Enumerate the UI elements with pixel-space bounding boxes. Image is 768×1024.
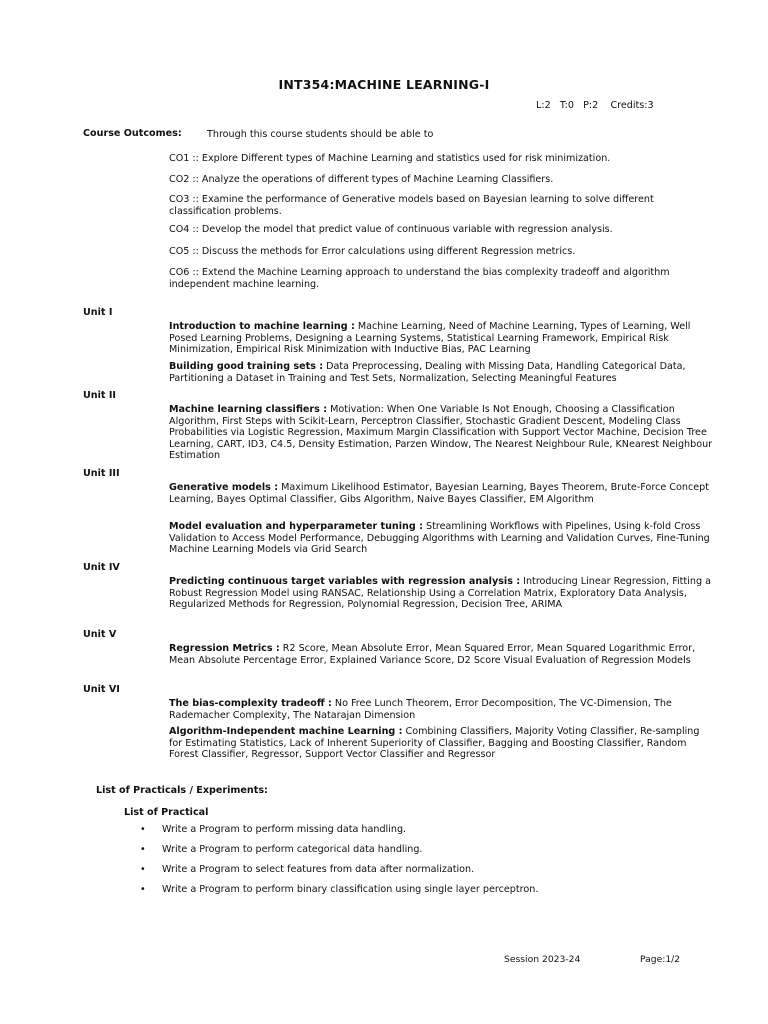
practical-item	[140, 844, 422, 855]
topic-heading: Regression Metrics :	[169, 643, 280, 654]
practical-item	[140, 824, 406, 835]
unit-5-topic-1	[169, 643, 714, 666]
topic-heading: Machine learning classifiers :	[169, 404, 328, 415]
bullet-icon: •	[140, 884, 146, 895]
unit-label-4: Unit IV	[83, 562, 120, 573]
course-outcome-co4: CO4 :: Develop the model that predict value of continuous variable with regression analysis.	[169, 224, 613, 235]
topic-heading: Algorithm-Independent machine Learning :	[169, 726, 403, 737]
topic-heading: The bias-complexity tradeoff :	[169, 698, 332, 709]
unit-2-topic-1	[169, 404, 714, 462]
practical-text: Write a Program to select features from data after normalization.	[162, 864, 475, 875]
practical-item	[140, 864, 474, 875]
topic-text: No Free Lunch Theorem, Error Decomposition, The VC-Dimension, The Rademacher Complexity, The Natarajan Dimension	[169, 698, 672, 721]
course-outcomes-label: Course Outcomes:	[83, 128, 182, 139]
unit-1-topic-1	[169, 321, 714, 356]
practical-text: Write a Program to perform missing data handling.	[162, 824, 407, 835]
course-outcome-co2: CO2 :: Analyze the operations of different types of Machine Learning Classifiers.	[169, 174, 554, 185]
bullet-icon: •	[140, 864, 146, 875]
topic-text: Combining Classifiers, Majority Voting Classifier, Re-sampling for Estimating Statistics, Lack of Inherent Superiority of Classifier, Bagging and Boosting Classifier, Random Forest Classifier, Regressor, Support Vector Classifier and Regressor	[169, 726, 700, 761]
course-outcome-co3: CO3 :: Examine the performance of Generative models based on Bayesian learning to solve different classification problems.	[169, 194, 654, 217]
topic-heading: Model evaluation and hyperparameter tuning :	[169, 521, 423, 532]
topic-text: Machine Learning, Need of Machine Learning, Types of Learning, Well Posed Learning Problems, Designing a Learning Systems, Statistical Learning Framework, Empirical Risk Minimization, Empirical Risk Minimization with Inductive Bias, PAC Learning	[169, 321, 691, 356]
topic-text: Data Preprocessing, Dealing with Missing Data, Handling Categorical Data, Partitioning a Dataset in Training and Test Sets, Normalization, Selecting Meaningful Features	[169, 361, 686, 384]
bullet-icon: •	[140, 844, 146, 855]
unit-6-topic-1	[169, 698, 714, 721]
course-outcome-co1: CO1 :: Explore Different types of Machine Learning and statistics used for risk minimization.	[169, 153, 611, 164]
topic-heading: Predicting continuous target variables with regression analysis :	[169, 576, 521, 587]
bullet-icon: •	[140, 824, 146, 835]
topic-text: Maximum Likelihood Estimator, Bayesian Learning, Bayes Theorem, Brute-Force Concept Learning, Bayes Optimal Classifier, Gibs Algorithm, Naive Bayes Classifier, EM Algorithm	[169, 482, 709, 505]
unit-3-topic-1	[169, 482, 714, 505]
course-outcome-co5: CO5 :: Discuss the methods for Error calculations using different Regression metrics.	[169, 246, 576, 257]
practicals-heading: List of Practicals / Experiments:	[96, 785, 268, 796]
topic-heading: Building good training sets :	[169, 361, 324, 372]
unit-label-2: Unit II	[83, 390, 116, 401]
footer-session: Session 2023-24	[504, 954, 581, 965]
credits-line: L:2 T:0 P:2 Credits:3	[536, 100, 654, 111]
unit-4-topic-1	[169, 576, 714, 611]
footer-page-number: Page:1/2	[640, 954, 681, 965]
topic-text: R2 Score, Mean Absolute Error, Mean Squared Error, Mean Squared Logarithmic Error, Mean Absolute Percentage Error, Explained Variance Score, D2 Score Visual Evaluation of Regression Models	[169, 643, 696, 666]
practical-text: Write a Program to perform binary classification using single layer perceptron.	[162, 884, 539, 895]
practical-item	[140, 884, 538, 895]
unit-label-3: Unit III	[83, 468, 120, 479]
practicals-subheading: List of Practical	[124, 807, 209, 818]
course-title: INT354:MACHINE LEARNING-I	[278, 77, 490, 92]
topic-text: Introducing Linear Regression, Fitting a Robust Regression Model using RANSAC, Relationship Using a Correlation Matrix, Exploratory Data Analysis, Regularized Methods for Regression, Polynomial Regression, Decision Tree, ARIMA	[169, 576, 711, 611]
unit-label-1: Unit I	[83, 307, 113, 318]
course-outcomes-intro: Through this course students should be able to	[207, 129, 434, 140]
topic-heading: Introduction to machine learning :	[169, 321, 355, 332]
unit-label-5: Unit V	[83, 629, 117, 640]
topic-text: Streamlining Workflows with Pipelines, Using k-fold Cross Validation to Access Model Performance, Debugging Algorithms with Learning and Validation Curves, Fine-Tuning Machine Learning Models via Grid Search	[169, 521, 710, 556]
topic-heading: Generative models :	[169, 482, 279, 493]
unit-label-6: Unit VI	[83, 684, 120, 695]
practical-text: Write a Program to perform categorical data handling.	[162, 844, 423, 855]
topic-text: Motivation: When One Variable Is Not Enough, Choosing a Classification Algorithm, First Steps with Scikit-Learn, Perceptron Classifier, Stochastic Gradient Descent, Modeling Class Probabilities via Logistic Regression, Maximum Margin Classification with Support Vector Machine, Decision Tree Learning, CART, ID3, C4.5, Density Estimation, Parzen Window, The Nearest Neighbour Rule, KNearest Neighbour Estimation	[169, 404, 713, 462]
unit-3-topic-2	[169, 521, 714, 556]
unit-1-topic-2	[169, 361, 714, 384]
course-outcome-co6: CO6 :: Extend the Machine Learning approach to understand the bias complexity tradeoff and algorithm independent machine learning.	[169, 267, 670, 290]
unit-6-topic-2	[169, 726, 714, 761]
